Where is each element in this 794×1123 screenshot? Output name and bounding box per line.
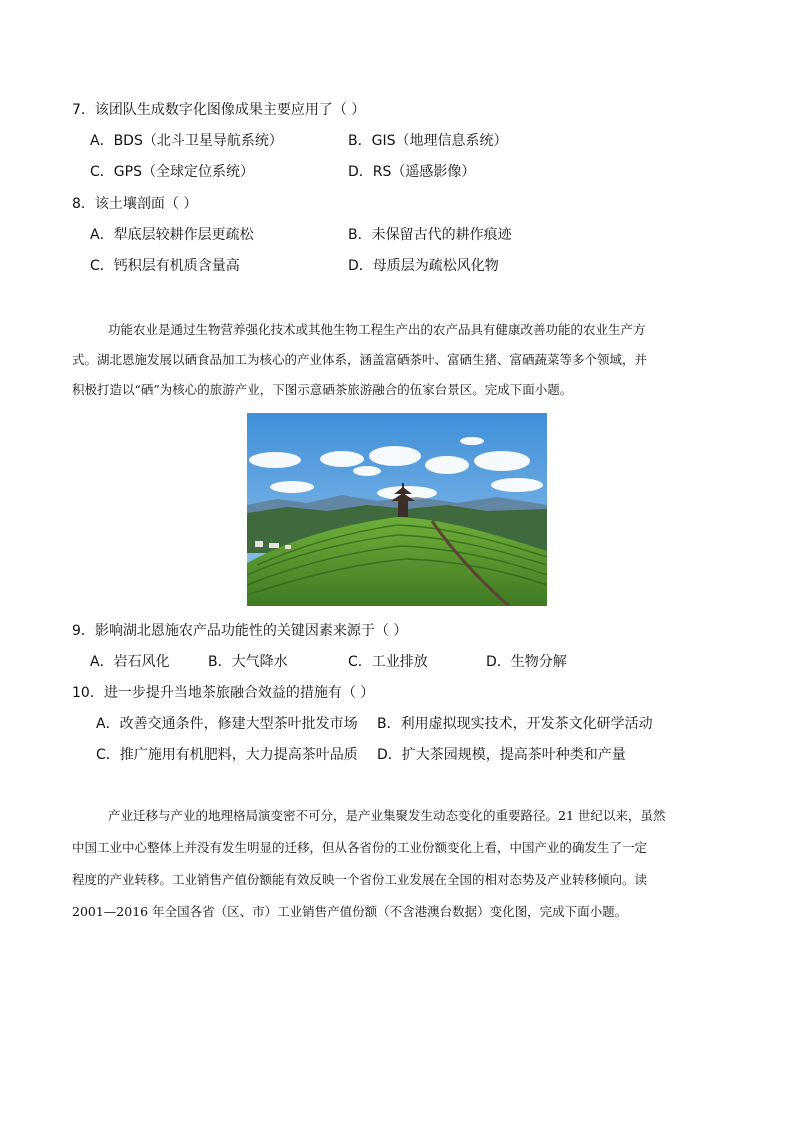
question-7-stem: 7．该团队生成数字化图像成果主要应用了（ ） [72,102,366,118]
question-10-option-b[interactable]: B．利用虚拟现实技术，开发茶文化研学活动 [377,716,653,732]
question-8-option-b[interactable]: B．未保留古代的耕作痕迹 [348,227,512,243]
question-10-option-c[interactable]: C．推广施用有机肥料，大力提高茶叶品质 [96,747,358,763]
question-10-option-a[interactable]: A．改善交通条件，修建大型茶叶批发市场 [96,716,358,732]
passage-2-line-3: 程度的产业转移。工业销售产值份额能有效反映一个省份工业发展在全国的相对态势及产业转移倾向。读 [72,872,648,887]
question-7-option-d[interactable]: D．RS（遥感影像） [348,164,476,180]
passage-2-line-4: 2001—2016 年全国各省（区、市）工业销售产值份额（不含港澳台数据）变化图，完成下面小题。 [72,904,628,919]
question-7-option-c[interactable]: C．GPS（全球定位系统） [90,164,254,180]
question-8-option-c[interactable]: C．钙积层有机质含量高 [90,258,240,274]
passage-1-line-1: 功能农业是通过生物营养强化技术或其他生物工程生产出的农产品具有健康改善功能的农业生产方 [108,322,646,337]
tea-garden-photo [247,413,547,606]
question-8-option-d[interactable]: D．母质层为疏松风化物 [348,258,499,274]
question-8-option-a[interactable]: A．犁底层较耕作层更疏松 [90,227,254,243]
question-10-option-d[interactable]: D．扩大茶园规模，提高茶叶种类和产量 [377,747,626,763]
passage-2-line-2: 中国工业中心整体上并没有发生明显的迁移，但从各省份的工业份额变化上看，中国产业的确发生了一定 [72,840,648,855]
question-9-stem: 9．影响湖北恩施农产品功能性的关键因素来源于（ ） [72,623,408,639]
question-7-option-a[interactable]: A．BDS（北斗卫星导航系统） [90,133,283,149]
question-9-option-c[interactable]: C．工业排放 [348,654,428,670]
question-9-option-b[interactable]: B．大气降水 [208,654,288,670]
question-9-option-d[interactable]: D．生物分解 [486,654,567,670]
question-7-option-b[interactable]: B．GIS（地理信息系统） [348,133,508,149]
passage-2-line-1: 产业迁移与产业的地理格局演变密不可分，是产业集聚发生动态变化的重要路径。21 世纪以来，虽然 [108,808,666,823]
question-10-stem: 10．进一步提升当地茶旅融合效益的措施有（ ） [72,685,375,701]
passage-1-line-2: 式。湖北恩施发展以硒食品加工为核心的产业体系，涵盖富硒茶叶、富硒生猪、富硒蔬菜等多个领域，并 [72,352,648,367]
question-9-option-a[interactable]: A．岩石风化 [90,654,170,670]
passage-1-line-3: 积极打造以“硒”为核心的旅游产业，下图示意硒茶旅游融合的伍家台景区。完成下面小题。 [72,382,573,397]
question-8-stem: 8．该土壤剖面（ ） [72,196,198,212]
